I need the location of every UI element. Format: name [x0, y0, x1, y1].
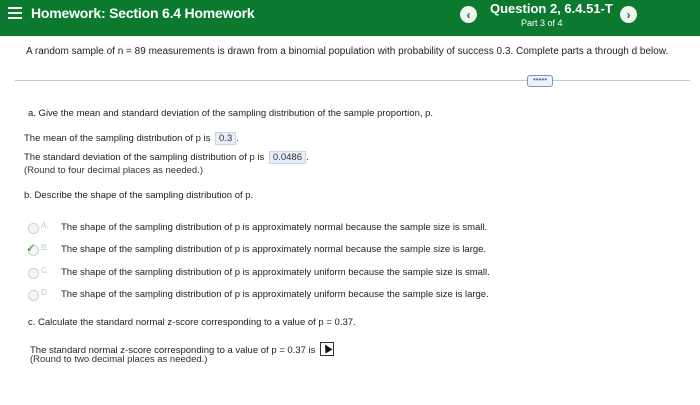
checkmark-icon: ✓ [26, 241, 37, 255]
menu-icon[interactable] [8, 7, 22, 19]
question-title: Question 2, 6.4.51-T [490, 1, 613, 16]
more-button[interactable]: ••••• [527, 75, 553, 87]
choice-a-radio[interactable] [28, 223, 39, 234]
choice-d-text: The shape of the sampling distribution of p is approximately uniform because the sample size is large. [61, 289, 489, 300]
part-b-prompt: b. Describe the shape of the sampling distribution of p. [24, 190, 254, 201]
part-c-hint: (Round to two decimal places as needed.) [30, 354, 208, 365]
sd-row: The standard deviation of the sampling distribution of p is 0.0486 . [24, 152, 309, 163]
part-a-hint: (Round to four decimal places as needed.) [24, 165, 204, 176]
choice-d-radio[interactable] [28, 290, 39, 301]
sd-answer[interactable]: 0.0486 [269, 151, 306, 164]
choice-c-text: The shape of the sampling distribution of p is approximately uniform because the sample size is small. [61, 267, 490, 278]
choice-d-letter: D. [41, 288, 49, 297]
choice-a-text: The shape of the sampling distribution of p is approximately normal because the sample size is small. [61, 222, 488, 233]
mean-label: The mean of the sampling distribution of p is [24, 133, 211, 144]
choice-b-text: The shape of the sampling distribution of p is approximately normal because the sample size is large. [61, 244, 487, 255]
z-score-label: The standard normal z-score corresponding to a value of p = 0.37 is [30, 345, 316, 356]
choice-c-letter: C. [41, 266, 49, 275]
problem-statement: A random sample of n = 89 measurements is drawn from a binomial population with probability of success 0.3. Complete parts a through d below. [26, 46, 669, 57]
choice-a-letter: A. [41, 221, 49, 230]
mean-answer[interactable]: 0.3 [215, 132, 236, 145]
divider [15, 80, 690, 81]
previous-question-button[interactable]: ‹ [460, 6, 477, 23]
part-a-prompt: a. Give the mean and standard deviation of the sampling distribution of the sample proportion, p. [28, 108, 434, 119]
top-bar [0, 0, 700, 36]
z-score-input[interactable] [320, 342, 334, 356]
next-question-button[interactable]: › [620, 6, 637, 23]
cursor-icon [322, 343, 333, 354]
choice-c-radio[interactable] [28, 268, 39, 279]
question-part: Part 3 of 4 [521, 18, 563, 28]
sd-label: The standard deviation of the sampling distribution of p is [24, 152, 265, 163]
choice-b-letter: B. [41, 243, 49, 252]
homework-title: Homework: Section 6.4 Homework [31, 5, 255, 21]
mean-row: The mean of the sampling distribution of p is 0.3 . [24, 133, 239, 144]
part-c-prompt: c. Calculate the standard normal z-score corresponding to a value of p = 0.37. [28, 317, 356, 328]
